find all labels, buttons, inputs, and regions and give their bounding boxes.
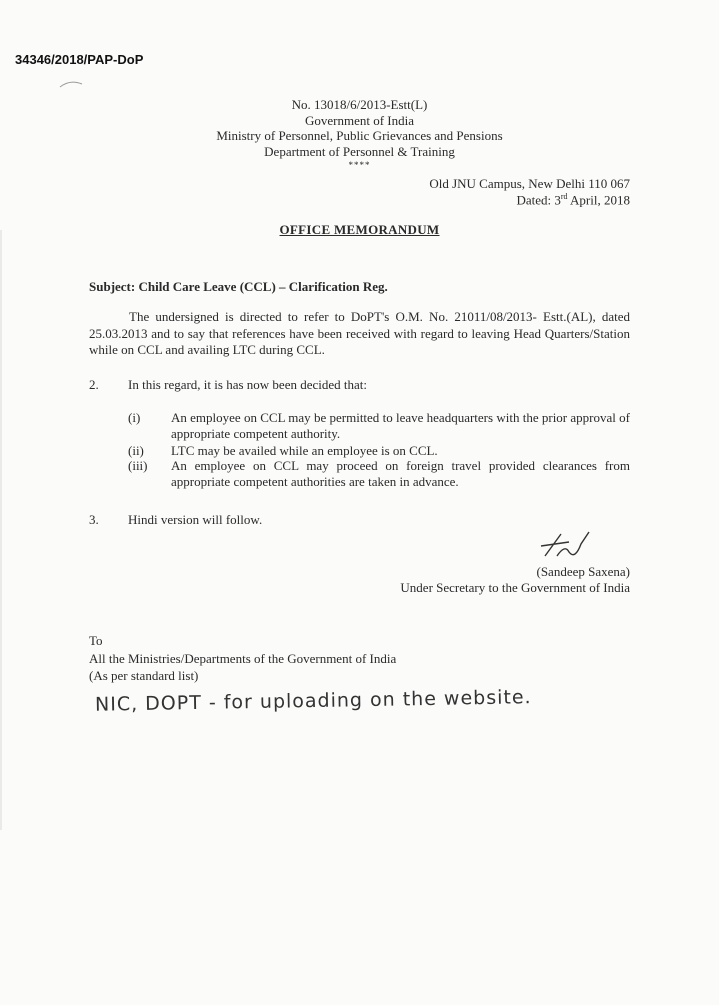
date-suffix: April, 2018 <box>567 192 630 208</box>
recipient-line-1: All the Ministries/Departments of the Government of India <box>89 651 397 666</box>
item-3-label: (iii) <box>128 458 148 473</box>
scan-mark <box>58 78 84 90</box>
reference-stamp: 34346/2018/PAP-DoP <box>15 52 144 67</box>
item-2-text: LTC may be availed while an employee is on CCL. <box>171 443 438 458</box>
recipient-to: To <box>89 633 103 648</box>
paragraph-3-number: 3. <box>89 512 99 527</box>
item-3-text: An employee on CCL may proceed on foreign travel provided clearances from appropriate competent authorities are taken in advance. <box>171 458 630 489</box>
date-line <box>516 192 630 208</box>
subject-line: Subject: Child Care Leave (CCL) – Clarification Reg. <box>89 279 388 294</box>
office-address: Old JNU Campus, New Delhi 110 067 <box>429 176 630 191</box>
recipient-line-2: (As per standard list) <box>89 668 199 683</box>
paragraph-2-text: In this regard, it is has now been decided that: <box>128 377 367 392</box>
date-prefix: Dated: 3 <box>516 192 561 208</box>
separator-stars: **** <box>348 160 371 170</box>
item-1-label: (i) <box>128 410 141 425</box>
paragraph-3-text: Hindi version will follow. <box>128 512 263 527</box>
paragraph-1: The undersigned is directed to refer to DoPT's O.M. No. 21011/08/2013- Estt.(AL), dated 25.03.2013 and to say that references have been received with regard to leaving Head Quarters/Station while on CCL and availing LTC during CCL. <box>89 309 630 357</box>
signatory-name: (Sandeep Saxena) <box>536 564 630 579</box>
ministry-line: Ministry of Personnel, Public Grievances and Pensions <box>216 128 503 143</box>
margin-line <box>0 230 4 830</box>
file-number: No. 13018/6/2013-Estt(L) <box>291 97 428 112</box>
signatory-designation: Under Secretary to the Government of India <box>400 580 630 595</box>
handwritten-note: NIC, DOPT - for uploading on the website. <box>94 686 532 716</box>
item-1-text: An employee on CCL may be permitted to leave headquarters with the prior approval of appropriate competent authority. <box>171 410 630 441</box>
department-line: Department of Personnel & Training <box>264 144 455 159</box>
memo-title: OFFICE MEMORANDUM <box>279 222 440 237</box>
signature-scribble <box>535 526 595 566</box>
government-line: Government of India <box>304 113 415 128</box>
date-superscript: rd <box>560 192 568 201</box>
item-2-label: (ii) <box>128 443 144 458</box>
paragraph-2-number: 2. <box>89 377 99 392</box>
